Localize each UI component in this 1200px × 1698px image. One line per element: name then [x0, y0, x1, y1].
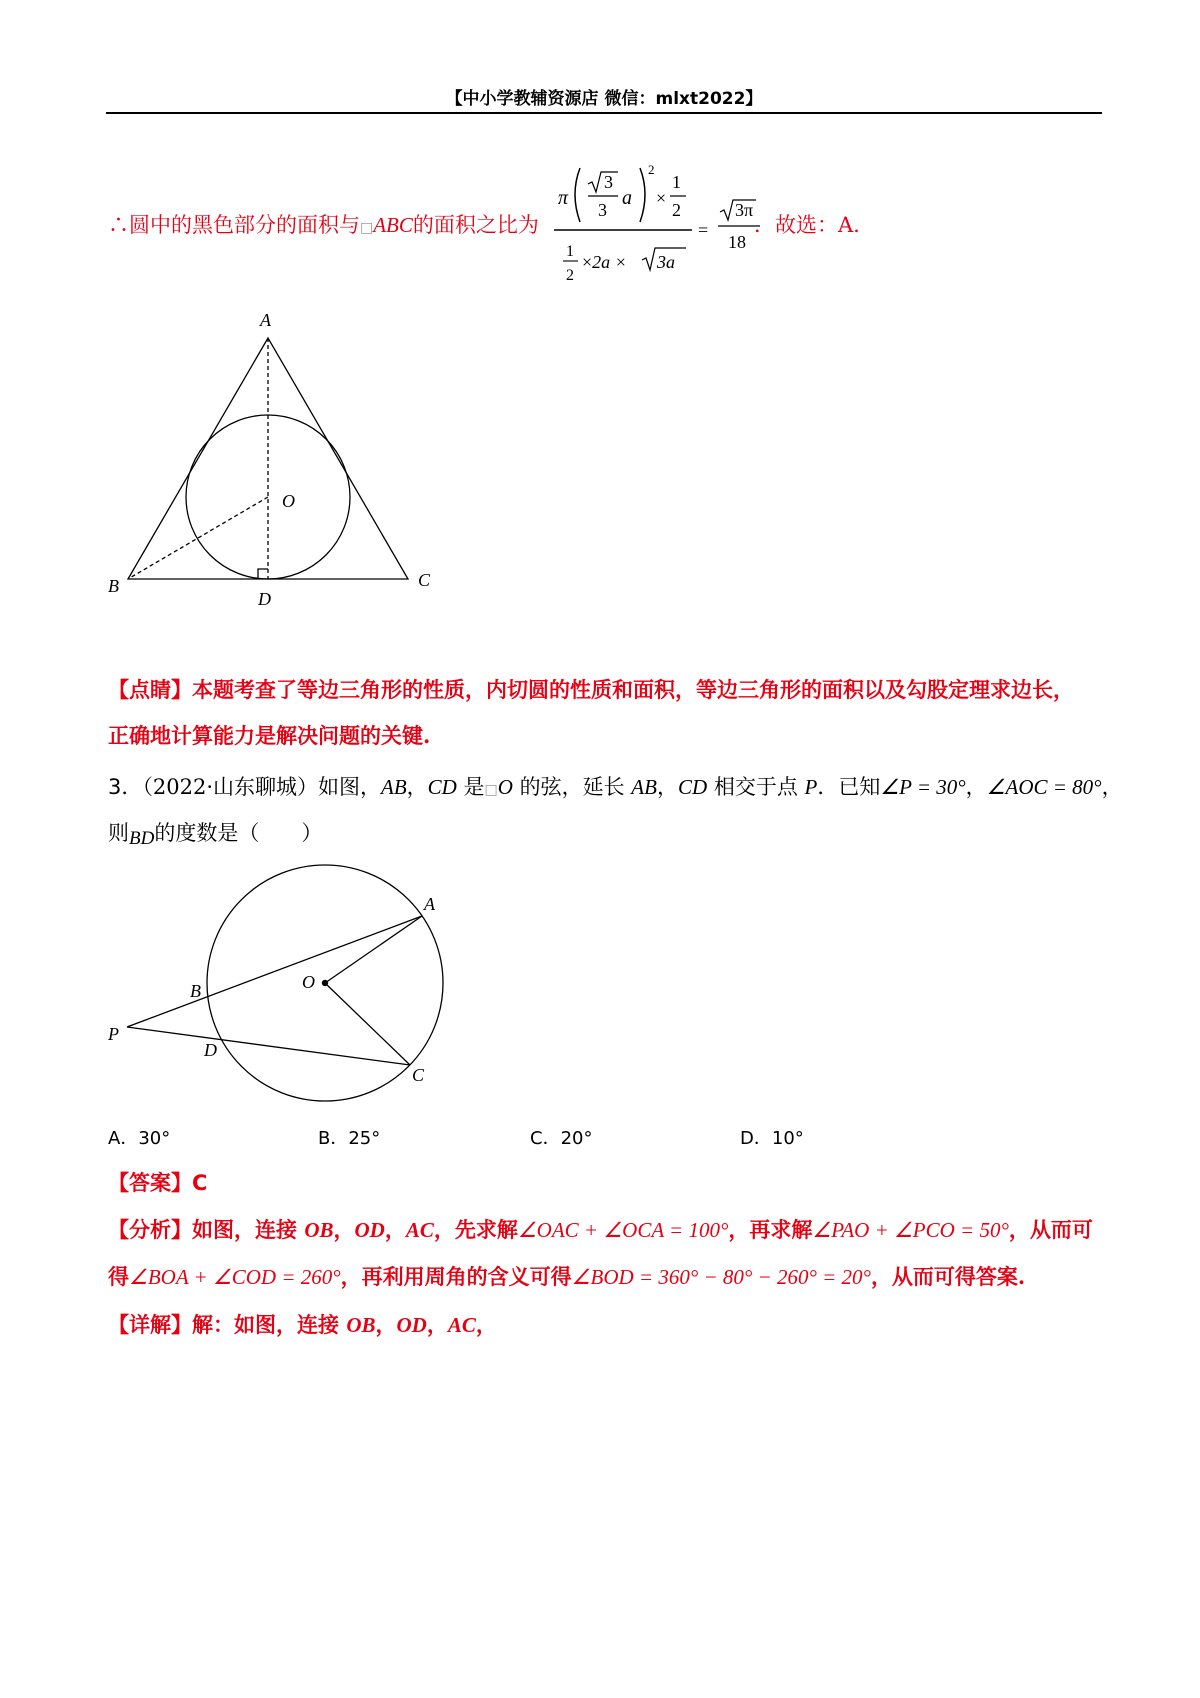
question-comma3: ， [965, 775, 987, 799]
fraction-exponent: 2 [648, 162, 655, 177]
label-c: C [418, 570, 431, 590]
analysis-od: OD [354, 1218, 385, 1242]
den-2a: 2a × [592, 252, 627, 272]
missing-glyph-box: □ [360, 220, 374, 236]
triangle-abc-label: ABC [373, 213, 413, 237]
analysis-text-2: ，先求解 [433, 1217, 518, 1242]
den-half-num: 1 [566, 243, 574, 260]
den-middle [582, 252, 627, 272]
analysis-formula-3: ∠BOA + ∠COD = 260° [129, 1265, 341, 1289]
figure-circle-secants [100, 860, 460, 1110]
label-d-2: D [204, 1040, 217, 1060]
label-p-2: P [108, 1024, 119, 1044]
den-half-den: 2 [566, 267, 574, 284]
analysis-text-6: ，再利用周角的含义可得 [340, 1264, 572, 1289]
missing-glyph-box-2: □ [484, 782, 498, 798]
analysis-text-3: ，再求解 [728, 1217, 813, 1242]
question-line-1 [108, 772, 1123, 805]
detail-line [108, 1310, 497, 1340]
detail-ob: OB [346, 1313, 376, 1337]
header-rule [106, 112, 1102, 114]
label-a-2: A [424, 894, 435, 914]
question-source: ．（2022·山东聊城）如图， [121, 775, 381, 799]
fraction-half-den: 2 [672, 200, 681, 220]
secant-pc [127, 1027, 410, 1065]
option-b-value: 25° [348, 1128, 381, 1149]
analysis-ob: OB [304, 1218, 334, 1242]
analysis-line-2 [108, 1262, 1025, 1292]
question-comma1: ， [406, 775, 428, 799]
option-d-value: 10° [771, 1128, 804, 1149]
comment-line-2: 正确地计算能力是解决问题的关键. [108, 723, 431, 748]
label-o: O [282, 491, 295, 511]
analysis-formula-1: ∠OAC + ∠OCA = 100° [517, 1218, 729, 1242]
option-a-value: 30° [138, 1128, 171, 1149]
analysis-formula-2: ∠PAO + ∠PCO = 50° [812, 1218, 1009, 1242]
conclusion-line [108, 210, 539, 243]
analysis-text: 如图，连接 [192, 1217, 305, 1242]
label-b-2: B [190, 981, 201, 1001]
radius-oc [325, 983, 410, 1065]
detail-comma-1: ， [375, 1312, 397, 1337]
question-ab-2: AB [631, 775, 657, 799]
option-b-letter: B． [318, 1128, 349, 1149]
angle-aoc-value: ∠AOC = 80° [986, 775, 1102, 799]
question-line2-suffix: 的度数是（ ） [154, 821, 323, 845]
option-b[interactable] [318, 1124, 380, 1150]
arc-bd-label: BD [129, 828, 155, 849]
analysis-line-1 [108, 1215, 1093, 1245]
answer-line [108, 1168, 207, 1198]
question-comma4: ， [1101, 775, 1123, 799]
analysis-comma-2: ， [384, 1217, 406, 1242]
label-d: D [258, 589, 271, 609]
question-line-2 [108, 818, 322, 850]
conclusion-middle: 的面积之比为 [412, 213, 539, 237]
option-c-letter: C． [530, 1128, 561, 1149]
question-text2: 的弦，延长 [512, 775, 632, 799]
fraction-times: × [656, 188, 667, 208]
option-c-value: 20° [560, 1128, 593, 1149]
conclusion-suffix: ．故选：A. [754, 213, 860, 237]
conclusion-prefix: ∴圆中的黑色部分的面积与 [108, 213, 360, 237]
fraction-half-num: 1 [672, 172, 681, 192]
comment-text-1: 本题考查了等边三角形的性质，内切圆的性质和面积，等边三角形的面积以及勾股定理求边长， [192, 677, 1074, 702]
fraction-den-3: 3 [598, 200, 607, 220]
detail-text: 解：如图，连接 [192, 1312, 347, 1337]
analysis-text-4: ，从而可 [1008, 1217, 1093, 1242]
detail-od: OD [396, 1313, 427, 1337]
question-comma2: ， [656, 775, 678, 799]
result-den-18: 18 [728, 232, 746, 252]
analysis-ac: AC [405, 1218, 434, 1242]
label-o-2: O [302, 972, 315, 992]
figure-triangle-incircle [100, 300, 460, 620]
question-cd: CD [427, 775, 457, 799]
analysis-text-5: 得 [108, 1264, 129, 1289]
question-p: P [804, 775, 818, 799]
label-b: B [108, 576, 119, 596]
fraction-a: a [622, 187, 632, 209]
den-times-1: × [582, 252, 593, 272]
analysis-text-7: ，从而可得答案. [870, 1264, 1026, 1289]
page-header: 【中小学教辅资源店 微信：mlxt2022】 [445, 89, 763, 109]
question-is-chord-of: 是 [456, 775, 485, 799]
fraction-sqrt-3: 3 [604, 172, 613, 192]
analysis-tag: 【分析】 [108, 1217, 192, 1242]
question-o: O [497, 775, 513, 799]
question-number: 3 [108, 775, 122, 799]
right-angle-mark [258, 569, 268, 579]
radius-oa [325, 916, 422, 983]
analysis-formula-4: ∠BOD = 360° − 80° − 260° = 20° [571, 1265, 871, 1289]
option-d-letter: D． [740, 1128, 772, 1149]
option-d[interactable] [740, 1124, 804, 1150]
detail-tag: 【详解】 [108, 1312, 192, 1337]
label-a: A [260, 310, 271, 330]
answer-value: C [192, 1171, 208, 1195]
fraction-pi: π [558, 187, 569, 209]
center-point-o [322, 980, 328, 986]
label-c-2: C [412, 1065, 425, 1085]
question-cd-2: CD [677, 775, 708, 799]
question-text3: 相交于点 [707, 775, 805, 799]
detail-comma-3: ， [475, 1312, 497, 1337]
question-ab: AB [381, 775, 407, 799]
result-sqrt3pi: 3π [735, 200, 754, 220]
answer-tag: 【答案】 [108, 1170, 192, 1195]
comment-tag: 【点睛】 [108, 677, 192, 702]
secant-pa [127, 916, 422, 1027]
fraction-equals: = [698, 220, 709, 240]
detail-ac: AC [447, 1313, 476, 1337]
question-line2-prefix: 则 [108, 821, 129, 845]
angle-p-value: ∠P = 30° [880, 775, 966, 799]
option-a-letter: A． [108, 1128, 139, 1149]
option-a[interactable] [108, 1124, 170, 1150]
comment-line-1 [108, 675, 1074, 705]
option-c[interactable] [530, 1124, 592, 1150]
detail-comma-2: ， [426, 1312, 448, 1337]
analysis-comma-1: ， [333, 1217, 355, 1242]
segment-ob [128, 497, 268, 579]
den-sqrt3a: 3a [657, 252, 675, 272]
question-text4: ．已知 [817, 775, 881, 799]
